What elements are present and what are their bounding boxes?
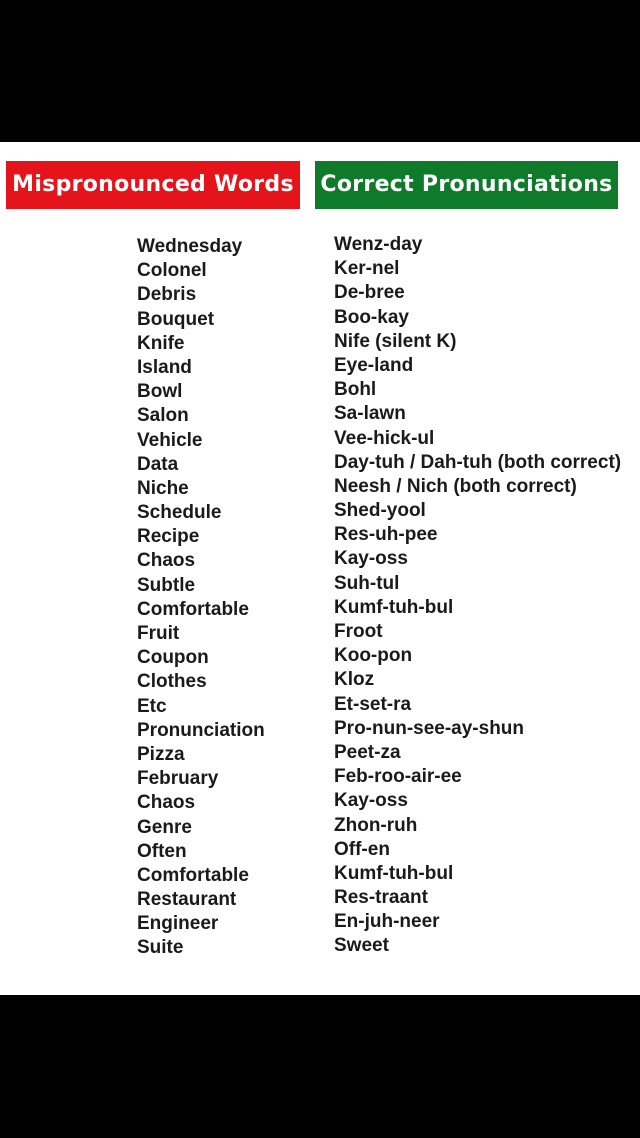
mispronounced-word: Bowl: [137, 381, 183, 403]
mispronounced-word: Fruit: [137, 623, 180, 644]
correct-pronunciation: Feb-roo-air-ee: [334, 766, 462, 788]
mispronounced-word: Restaurant: [137, 889, 237, 911]
mispronounced-word: Niche: [137, 477, 189, 499]
mispronounced-word: Bouquet: [137, 308, 215, 330]
mispronounced-word: Comfortable: [137, 864, 249, 886]
mispronounced-word: Pizza: [137, 743, 185, 765]
mispronounced-word: Vehicle: [137, 429, 203, 451]
mispronounced-word: Pronunciation: [137, 719, 265, 741]
mispronounced-word: Etc: [137, 695, 167, 717]
mispronounced-word: Coupon: [137, 647, 209, 669]
correct-pronunciations-list: [334, 233, 621, 959]
correct-pronunciations-header: Correct Pronunciations: [315, 161, 618, 209]
correct-pronunciation: Kumf-tuh-bul: [334, 862, 454, 884]
correct-pronunciation: Vee-hick-ul: [334, 427, 435, 449]
correct-pronunciation: Off-en: [334, 838, 390, 860]
correct-pronunciation: Froot: [334, 621, 383, 642]
mispronounced-word: Debris: [137, 284, 197, 306]
mispronounced-word: Schedule: [137, 502, 222, 524]
correct-pronunciation: Wenz-day: [334, 234, 423, 255]
mispronounced-word: Knife: [137, 332, 185, 354]
mispronounced-words-header: Mispronounced Words: [6, 161, 300, 209]
mispronounced-word: Wednesday: [137, 236, 243, 257]
correct-pronunciation: Res-uh-pee: [334, 524, 438, 546]
top-letterbox: [0, 0, 640, 142]
mispronounced-word: Island: [137, 356, 192, 378]
correct-pronunciation: En-juh-neer: [334, 911, 440, 933]
mispronounced-word: Subtle: [137, 574, 196, 596]
mispronounced-word: Comfortable: [137, 598, 249, 620]
mispronounced-word: Colonel: [137, 260, 207, 282]
correct-pronunciation: Neesh / Nich (both correct): [334, 475, 577, 497]
correct-pronunciation: Kay-oss: [334, 548, 408, 570]
pronunciation-card: [0, 142, 640, 995]
mispronounced-word: Chaos: [137, 792, 196, 814]
correct-pronunciation: De-bree: [334, 282, 405, 304]
correct-pronunciation: Suh-tul: [334, 572, 400, 594]
correct-pronunciation: Kumf-tuh-bul: [334, 596, 454, 618]
mispronounced-word: Recipe: [137, 526, 200, 548]
correct-pronunciation: Pro-nun-see-ay-shun: [334, 717, 525, 739]
correct-pronunciation: Res-traant: [334, 887, 428, 909]
correct-pronunciation: Shed-yool: [334, 500, 426, 522]
mispronounced-word: Clothes: [137, 671, 207, 693]
correct-pronunciation: Zhon-ruh: [334, 814, 418, 836]
mispronounced-word: Engineer: [137, 913, 219, 935]
mispronounced-word: Salon: [137, 405, 189, 427]
correct-pronunciation: Bohl: [334, 379, 377, 401]
correct-pronunciation: Ker-nel: [334, 258, 400, 280]
correct-pronunciation: Nife (silent K): [334, 330, 457, 352]
mispronounced-word: Suite: [137, 937, 184, 959]
correct-pronunciation: Et-set-ra: [334, 693, 412, 715]
bottom-letterbox: [0, 995, 640, 1138]
correct-pronunciation: Kloz: [334, 669, 375, 691]
mispronounced-words-list: [137, 235, 265, 961]
mispronounced-word: Chaos: [137, 550, 196, 572]
correct-pronunciation: Kay-oss: [334, 790, 408, 812]
mispronounced-word: Genre: [137, 816, 192, 838]
correct-pronunciation: Koo-pon: [334, 645, 413, 667]
mispronounced-word: Often: [137, 840, 187, 862]
mispronounced-word: February: [137, 768, 219, 790]
correct-pronunciation: Eye-land: [334, 354, 414, 376]
mispronounced-word: Data: [137, 453, 179, 475]
correct-pronunciation: Peet-za: [334, 741, 401, 763]
correct-pronunciation: Day-tuh / Dah-tuh (both correct): [334, 451, 622, 473]
correct-pronunciation: Sa-lawn: [334, 403, 406, 425]
correct-pronunciation: Sweet: [334, 935, 389, 957]
correct-pronunciation: Boo-kay: [334, 306, 409, 328]
